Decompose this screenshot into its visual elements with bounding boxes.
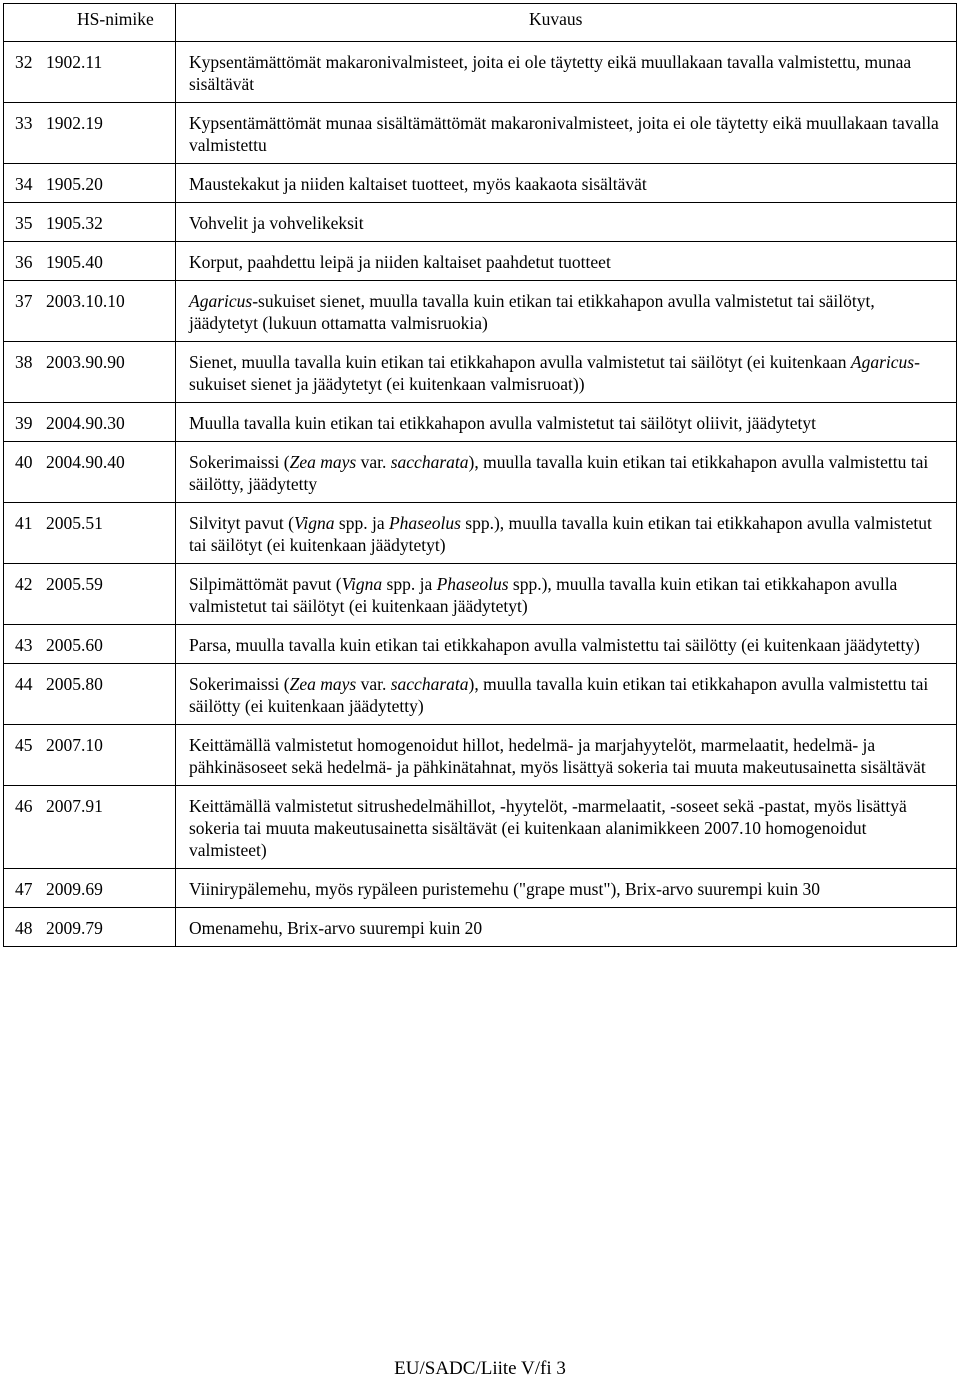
- hs-code: 1905.20: [46, 174, 103, 194]
- table-header-row: [4, 4, 957, 42]
- description-italic-text: Zea mays: [289, 452, 357, 472]
- hs-code: 2007.91: [46, 796, 103, 816]
- row-number: 40: [15, 452, 33, 472]
- row-description: [176, 342, 957, 403]
- row-code-cell: [4, 42, 176, 103]
- description-text: Kypsentämättömät makaronivalmisteet, joita ei ole täytetty eikä muullakaan tavalla valmistettu, munaa sisältävät: [189, 52, 912, 94]
- row-number: 42: [15, 574, 33, 594]
- row-number: 46: [15, 796, 33, 816]
- row-description: [176, 625, 957, 664]
- hs-code: 2004.90.40: [46, 452, 125, 472]
- description-text: -sukuiset sienet ja jäädytetyt (ei kuitenkaan valmisruoat)): [189, 352, 920, 394]
- description-text: Sokerimaissi (: [189, 452, 290, 472]
- page-footer: EU/SADC/Liite V/fi 3: [394, 1358, 566, 1379]
- table-body: [4, 42, 957, 947]
- tariff-table: [3, 3, 957, 947]
- row-description: [176, 869, 957, 908]
- description-italic-text: Agaricus: [850, 352, 915, 372]
- row-code-cell: [4, 625, 176, 664]
- table-row: [4, 869, 957, 908]
- description-italic-text: Vigna: [341, 574, 383, 594]
- row-code-cell: [4, 242, 176, 281]
- row-number: 39: [15, 413, 33, 433]
- table-row: [4, 342, 957, 403]
- row-description: [176, 281, 957, 342]
- description-text: Kypsentämättömät munaa sisältämättömät makaronivalmisteet, joita ei ole täytetty eikä muullakaan tavalla valmistettu: [189, 113, 939, 155]
- table-row: [4, 442, 957, 503]
- row-description: [176, 164, 957, 203]
- row-number: 37: [15, 291, 33, 311]
- row-description: [176, 564, 957, 625]
- hs-code: 1902.19: [46, 113, 103, 133]
- description-text: -sukuiset sienet, muulla tavalla kuin etikan tai etikkahapon avulla valmistetut tai säilötyt, jäädytetyt (lukuun ottamatta valmisruokia): [189, 291, 875, 333]
- row-number: 38: [15, 352, 33, 372]
- row-code-cell: [4, 564, 176, 625]
- description-italic-text: Phaseolus: [436, 574, 509, 594]
- description-text: spp.), muulla tavalla kuin etikan tai etikkahapon avulla valmistetut tai säilötyt (ei kuitenkaan jäädytetyt): [189, 574, 898, 616]
- row-number: 47: [15, 879, 33, 899]
- row-number: 45: [15, 735, 33, 755]
- row-description: [176, 403, 957, 442]
- row-code-cell: [4, 869, 176, 908]
- row-code-cell: [4, 103, 176, 164]
- row-code-cell: [4, 503, 176, 564]
- table-row: [4, 664, 957, 725]
- description-text: ), muulla tavalla kuin etikan tai etikkahapon avulla valmistettu tai säilötty, jäädytetty: [189, 452, 929, 494]
- row-description: [176, 503, 957, 564]
- row-code-cell: [4, 203, 176, 242]
- description-text: Viinirypälemehu, myös rypäleen puristemehu ("grape must"), Brix-arvo suurempi kuin 30: [189, 879, 820, 899]
- row-description: [176, 664, 957, 725]
- row-number: 32: [15, 52, 33, 72]
- table-row: [4, 786, 957, 869]
- hs-code: 2009.79: [46, 918, 103, 938]
- row-code-cell: [4, 442, 176, 503]
- row-description: [176, 103, 957, 164]
- row-number: 43: [15, 635, 33, 655]
- row-number: 48: [15, 918, 33, 938]
- table-row: [4, 503, 957, 564]
- table-row: [4, 908, 957, 947]
- hs-code: 2007.10: [46, 735, 103, 755]
- row-description: [176, 42, 957, 103]
- description-text: ), muulla tavalla kuin etikan tai etikkahapon avulla valmistettu tai säilötty (ei kuitenkaan jäädytetty): [189, 674, 929, 716]
- description-text: Korput, paahdettu leipä ja niiden kaltaiset paahdetut tuotteet: [189, 252, 611, 272]
- row-number: 34: [15, 174, 33, 194]
- description-text: spp.), muulla tavalla kuin etikan tai etikkahapon avulla valmistetut tai säilötyt (ei kuitenkaan jäädytetyt): [189, 513, 932, 555]
- table-row: [4, 103, 957, 164]
- description-text: spp. ja: [382, 574, 437, 594]
- table-row: [4, 625, 957, 664]
- description-text: Vohvelit ja vohvelikeksit: [189, 213, 364, 233]
- hs-code: 1902.11: [46, 52, 103, 72]
- description-italic-text: Zea mays: [289, 674, 357, 694]
- description-text: Sienet, muulla tavalla kuin etikan tai etikkahapon avulla valmistetut tai säilötyt (ei kuitenkaan: [189, 352, 851, 372]
- row-code-cell: [4, 403, 176, 442]
- row-description: [176, 786, 957, 869]
- description-text: Silpimättömät pavut (: [189, 574, 342, 594]
- table-row: [4, 564, 957, 625]
- row-code-cell: [4, 664, 176, 725]
- row-number: 36: [15, 252, 33, 272]
- hs-code: 2005.59: [46, 574, 103, 594]
- description-italic-text: Phaseolus: [388, 513, 461, 533]
- description-italic-text: saccharata: [390, 674, 469, 694]
- description-text: Maustekakut ja niiden kaltaiset tuotteet, myös kaakaota sisältävät: [189, 174, 647, 194]
- hs-code: 2004.90.30: [46, 413, 125, 433]
- description-italic-text: saccharata: [390, 452, 469, 472]
- hs-code: 2005.60: [46, 635, 103, 655]
- description-text: var.: [356, 452, 391, 472]
- row-description: [176, 442, 957, 503]
- table-row: [4, 203, 957, 242]
- table-row: [4, 42, 957, 103]
- hs-code: 2009.69: [46, 879, 103, 899]
- row-number: 44: [15, 674, 33, 694]
- table-row: [4, 403, 957, 442]
- row-number: 35: [15, 213, 33, 233]
- hs-code: 1905.40: [46, 252, 103, 272]
- description-text: Silvityt pavut (: [189, 513, 294, 533]
- description-text: spp. ja: [334, 513, 389, 533]
- row-code-cell: [4, 342, 176, 403]
- table-row: [4, 281, 957, 342]
- hs-code: 1905.32: [46, 213, 103, 233]
- row-description: [176, 203, 957, 242]
- row-number: 41: [15, 513, 33, 533]
- row-description: [176, 908, 957, 947]
- hs-code: 2003.90.90: [46, 352, 125, 372]
- row-number: 33: [15, 113, 33, 133]
- row-code-cell: [4, 786, 176, 869]
- row-code-cell: [4, 725, 176, 786]
- table-row: [4, 725, 957, 786]
- row-description: [176, 242, 957, 281]
- row-code-cell: [4, 281, 176, 342]
- row-code-cell: [4, 164, 176, 203]
- description-text: Keittämällä valmistetut sitrushedelmähillot, -hyytelöt, -marmelaatit, -soseet sekä -pastat, myös lisättyä sokeria tai muuta makeutusainetta sisältävät (ei kuitenkaan alanimikkeen 2007.10 homogenoidut valmisteet): [189, 796, 907, 860]
- description-text: Keittämällä valmistetut homogenoidut hillot, hedelmä- ja marjahyytelöt, marmelaatit, hedelmä- ja pähkinäsoseet sekä hedelmä- ja pähkinätahnat, myös lisättyä sokeria tai muuta makeutusainetta sisältävät: [189, 735, 926, 777]
- row-code-cell: [4, 908, 176, 947]
- description-text: Parsa, muulla tavalla kuin etikan tai etikkahapon avulla valmistettu tai säilötty (ei kuitenkaan jäädytetty): [189, 635, 920, 655]
- description-italic-text: Agaricus: [189, 291, 253, 311]
- row-description: [176, 725, 957, 786]
- header-description: Kuvaus: [176, 4, 957, 42]
- table-row: [4, 164, 957, 203]
- table-row: [4, 242, 957, 281]
- header-hs-code: HS-nimike: [4, 4, 176, 42]
- hs-code: 2005.80: [46, 674, 103, 694]
- description-text: var.: [356, 674, 391, 694]
- hs-code: 2005.51: [46, 513, 103, 533]
- description-text: Muulla tavalla kuin etikan tai etikkahapon avulla valmistetut tai säilötyt oliivit, jäädytetyt: [189, 413, 816, 433]
- description-italic-text: Vigna: [294, 513, 335, 533]
- description-text: Sokerimaissi (: [189, 674, 290, 694]
- hs-code: 2003.10.10: [46, 291, 125, 311]
- description-text: Omenamehu, Brix-arvo suurempi kuin 20: [189, 918, 483, 938]
